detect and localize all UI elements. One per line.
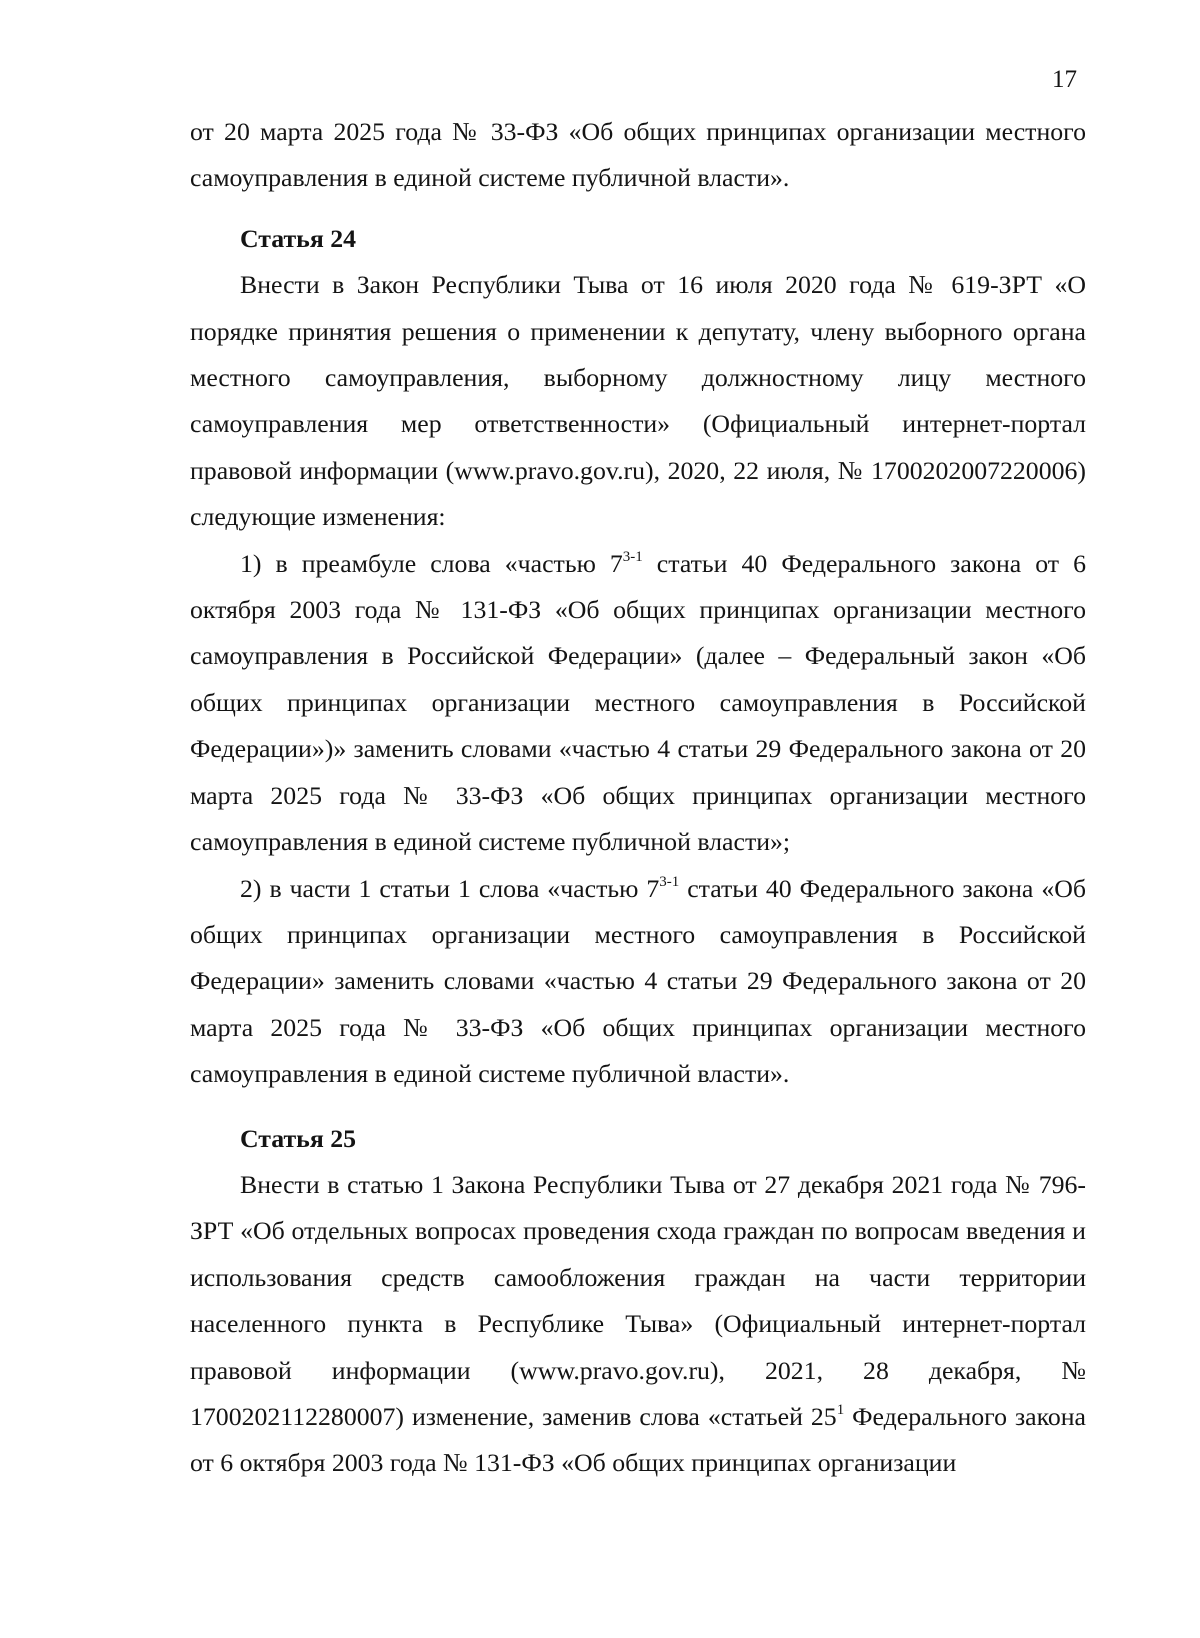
intro-paragraph: от 20 марта 2025 года № 33-ФЗ «Об общих принципах организации местного самоуправления в единой системе публичной власти». bbox=[190, 117, 1086, 193]
article-24-item-1 bbox=[190, 541, 1086, 866]
article-25-superscript: 1 bbox=[836, 1401, 845, 1418]
item-1-text-start: 1) в преамбуле слова «частью 7 bbox=[240, 548, 623, 578]
article-24-item-2 bbox=[190, 866, 1086, 1098]
article-25-heading: Статья 25 bbox=[240, 1123, 357, 1153]
article-24-lead-paragraph: Внести в Закон Республики Тыва от 16 июля 2020 года № 619-ЗРТ «О порядке принятия решения о применении к депутату, члену выборного органа местного самоуправления, выборному должностному лицу местного самоуправления мер ответственности» (Официальный интернет-портал правовой информации (www.pravo.gov.ru), 2020, 22 июля, № 1700202007220006) следующие изменения: bbox=[190, 270, 1086, 532]
document-body bbox=[190, 109, 1086, 1487]
item-2-text-end: статьи 40 Федерального закона «Об общих принципах организации местного самоуправления в Российской Федерации» заменить словами «частью 4 статьи 29 Федерального закона от 20 марта 2025 года № 33-ФЗ «Об общих принципах организации местного самоуправления в единой системе публичной власти». bbox=[190, 873, 1086, 1089]
article-25-text-end: Федерального закона от 6 октября 2003 года № 131-ФЗ «Об общих принципах организации bbox=[190, 1401, 1087, 1478]
article-24-heading: Статья 24 bbox=[240, 223, 357, 253]
item-2-superscript: 3-1 bbox=[659, 873, 680, 890]
article-25-paragraph bbox=[190, 1162, 1086, 1487]
article-25-text-start: Внести в статью 1 Закона Республики Тыва от 27 декабря 2021 года № 796-ЗРТ «Об отдельных вопросах проведения схода граждан по вопросам введения и использования средств самообложения граждан на части территории населенного пункта в Республике Тыва» (Официальный интернет-портал правовой информации (www.pravo.gov.ru), 2021, 28 декабря, № 1700202112280007) изменение, заменив слова «статьей 25 bbox=[190, 1169, 1086, 1431]
page-number: 17 bbox=[1052, 66, 1077, 93]
item-1-text-end: статьи 40 Федерального закона от 6 октября 2003 года № 131-ФЗ «Об общих принципах организации местного самоуправления в Российской Федерации» (далее – Федеральный закон «Об общих принципах организации местного самоуправления в Российской Федерации»)» заменить словами «частью 4 статьи 29 Федерального закона от 20 марта 2025 года № 33-ФЗ «Об общих принципах организации местного самоуправления в единой системе публичной власти»; bbox=[190, 548, 1086, 857]
item-1-superscript: 3-1 bbox=[622, 548, 643, 565]
item-2-text-start: 2) в части 1 статьи 1 слова «частью 7 bbox=[240, 873, 660, 903]
